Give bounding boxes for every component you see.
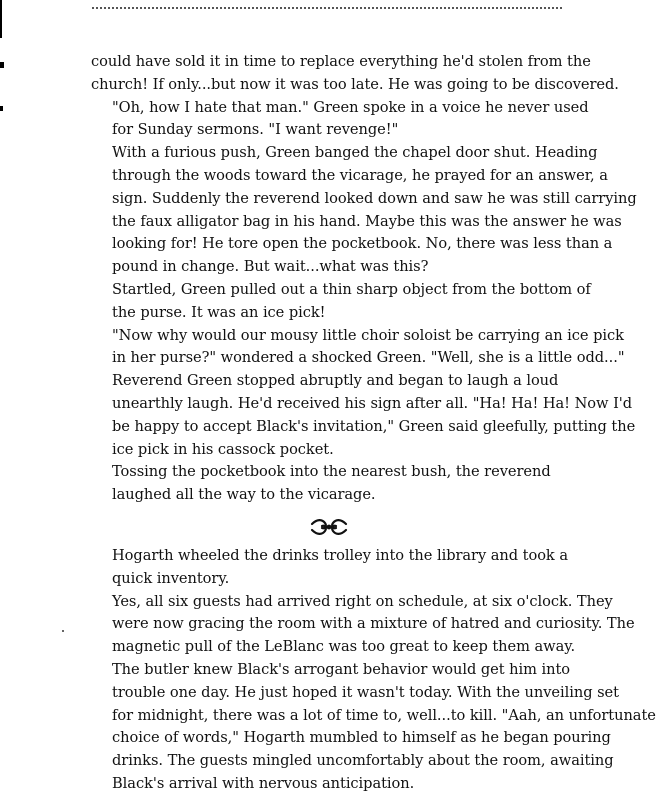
text-line: "Now why would our mousy little choir soloist be carrying an ice pick bbox=[112, 326, 624, 344]
paragraph bbox=[91, 325, 625, 371]
text-line: sign. Suddenly the reverend looked down and saw he was still carrying bbox=[112, 189, 637, 207]
binding-edge-mark bbox=[0, 62, 4, 68]
header-dotted-rule bbox=[92, 7, 562, 9]
page-body bbox=[91, 51, 656, 796]
text-line: in her purse?" wondered a shocked Green. "Well, she is a little odd..." bbox=[112, 349, 625, 367]
text-line: for Sunday sermons. "I want revenge!" bbox=[112, 121, 399, 139]
text-line: were now gracing the room with a mixture of hatred and curiosity. The bbox=[112, 615, 635, 633]
text-line: through the woods toward the vicarage, he prayed for an answer, a bbox=[112, 166, 608, 184]
section-after-break bbox=[91, 545, 656, 796]
text-line: Startled, Green pulled out a thin sharp object from the bottom of bbox=[112, 280, 591, 298]
binding-edge-mark bbox=[0, 0, 2, 38]
paragraph bbox=[91, 461, 567, 507]
paragraph bbox=[91, 591, 635, 659]
text-line: Hogarth wheeled the drinks trolley into the library and took a bbox=[112, 546, 568, 564]
scrollwork-divider-icon bbox=[91, 507, 567, 547]
text-line: choice of words," Hogarth mumbled to himself as he began pouring bbox=[112, 729, 611, 747]
scan-speck bbox=[62, 630, 64, 632]
section-before-break bbox=[91, 51, 637, 507]
text-line: Reverend Green stopped abruptly and began to laugh a loud bbox=[112, 372, 559, 390]
text-line: for midnight, there was a lot of time to, well...to kill. "Aah, an unfortunate bbox=[112, 706, 656, 724]
text-line: church! If only...but now it was too late. He was going to be discovered. bbox=[91, 75, 619, 93]
text-line: magnetic pull of the LeBlanc was too great to keep them away. bbox=[112, 638, 576, 656]
text-line: looking for! He tore open the pocketbook. No, there was less than a bbox=[112, 235, 613, 253]
text-line: the purse. It was an ice pick! bbox=[112, 303, 326, 321]
text-line: the faux alligator bag in his hand. Maybe this was the answer he was bbox=[112, 212, 622, 230]
paragraph bbox=[91, 370, 636, 461]
text-line: ice pick in his cassock pocket. bbox=[112, 440, 334, 458]
paragraph bbox=[91, 97, 589, 143]
text-line: laughed all the way to the vicarage. bbox=[112, 486, 376, 504]
text-line: unearthly laugh. He'd received his sign after all. "Ha! Ha! Ha! Now I'd bbox=[112, 394, 633, 412]
text-line: Black's arrival with nervous anticipation. bbox=[112, 774, 415, 792]
paragraph bbox=[91, 545, 567, 591]
text-line: quick inventory. bbox=[112, 569, 230, 587]
text-line: Yes, all six guests had arrived right on schedule, at six o'clock. They bbox=[112, 592, 613, 610]
text-line: drinks. The guests mingled uncomfortably about the room, awaiting bbox=[112, 752, 614, 770]
paragraph bbox=[91, 51, 619, 97]
paragraph bbox=[91, 659, 656, 796]
text-line: be happy to accept Black's invitation," Green said gleefully, putting the bbox=[112, 417, 636, 435]
scrollwork-divider-icon-svg bbox=[309, 517, 349, 537]
text-line: trouble one day. He just hoped it wasn't today. With the unveiling set bbox=[112, 683, 619, 701]
binding-edge-mark bbox=[0, 106, 3, 111]
text-line: With a furious push, Green banged the chapel door shut. Heading bbox=[112, 144, 598, 162]
text-line: pound in change. But wait...what was this? bbox=[112, 258, 429, 276]
text-line: could have sold it in time to replace everything he'd stolen from the bbox=[91, 53, 591, 70]
text-line: Tossing the pocketbook into the nearest bush, the reverend bbox=[112, 463, 551, 481]
paragraph bbox=[91, 279, 591, 325]
text-line: The butler knew Black's arrogant behavior would get him into bbox=[112, 660, 571, 678]
paragraph bbox=[91, 142, 637, 279]
text-line: "Oh, how I hate that man." Green spoke in a voice he never used bbox=[112, 98, 589, 116]
